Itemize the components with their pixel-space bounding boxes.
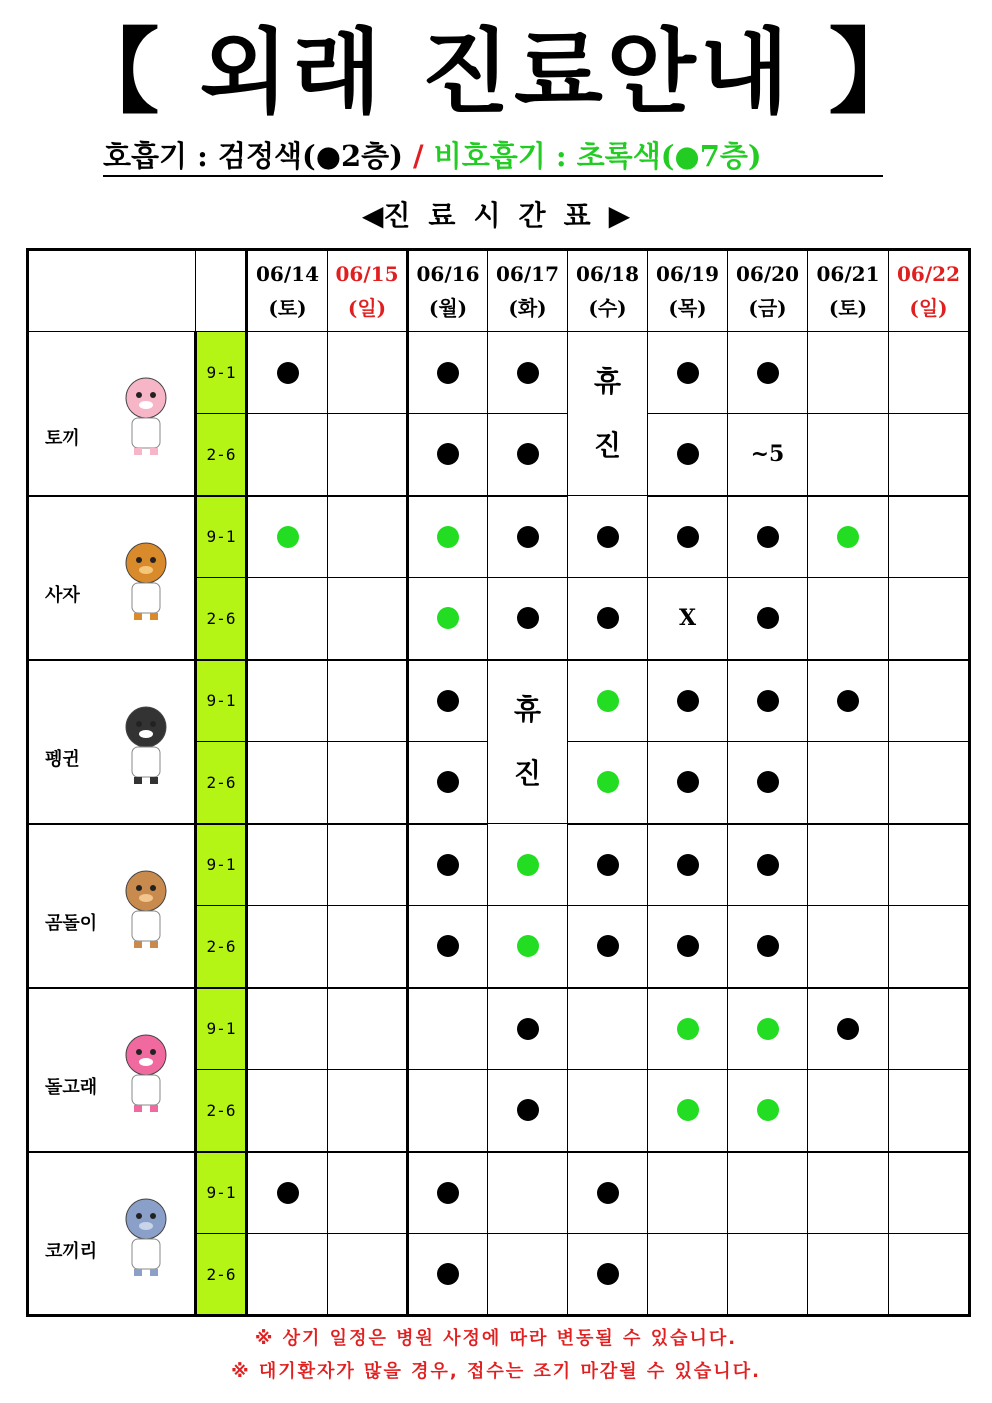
schedule-cell xyxy=(648,906,728,988)
black-dot-icon xyxy=(277,1182,299,1204)
doctor-name: 코끼리 xyxy=(45,1240,98,1262)
closed-label: 휴 xyxy=(593,364,622,398)
legend-separator: / xyxy=(402,139,434,173)
time-slot-morning: 9-1 xyxy=(196,660,247,742)
black-dot-icon xyxy=(757,771,779,793)
green-dot-icon xyxy=(597,690,619,712)
schedule-cell xyxy=(728,742,808,824)
schedule-cell xyxy=(247,742,328,824)
schedule-cell xyxy=(568,824,648,906)
doctor-name: 펭귄 xyxy=(45,748,80,770)
doctor-name: 돌고래 xyxy=(45,1076,98,1098)
closed-label: 진 xyxy=(593,428,622,462)
schedule-cell xyxy=(648,988,728,1070)
schedule-cell xyxy=(648,1070,728,1152)
date-header-06-14 xyxy=(247,250,328,332)
schedule-cell xyxy=(328,660,408,742)
date-label: 06/19 xyxy=(656,262,719,286)
black-dot-icon xyxy=(437,1182,459,1204)
black-dot-icon xyxy=(517,607,539,629)
time-slot-morning: 9-1 xyxy=(196,496,247,578)
black-dot-icon xyxy=(757,690,779,712)
schedule-cell xyxy=(568,742,648,824)
schedule-cell xyxy=(328,988,408,1070)
black-dot-icon xyxy=(437,362,459,384)
black-dot-icon xyxy=(757,854,779,876)
schedule-cell xyxy=(488,1070,568,1152)
schedule-cell xyxy=(408,332,488,414)
cell-note: ~5 xyxy=(750,441,785,468)
color-legend xyxy=(103,137,883,177)
schedule-cell xyxy=(728,1152,808,1234)
schedule-cell xyxy=(328,578,408,660)
schedule-cell xyxy=(889,824,970,906)
dolphin-doctor-icon xyxy=(116,1025,176,1115)
doctor-row-am xyxy=(28,496,970,578)
green-dot-icon xyxy=(677,1018,699,1040)
schedule-cell xyxy=(328,824,408,906)
schedule-cell xyxy=(488,824,568,906)
green-dot-icon xyxy=(437,607,459,629)
page-title: 【 외래 진료안내 】 xyxy=(67,19,925,126)
schedule-cell xyxy=(568,906,648,988)
time-slot-morning: 9-1 xyxy=(196,1152,247,1234)
date-header-06-22 xyxy=(889,250,970,332)
schedule-cell xyxy=(247,332,328,414)
penguin-doctor-icon xyxy=(116,697,176,787)
schedule-cell xyxy=(808,496,889,578)
legend-respiratory: 호흡기 : 검정색(●2층) xyxy=(103,139,403,173)
date-label: 06/22 xyxy=(897,262,960,286)
schedule-cell xyxy=(808,660,889,742)
black-dot-icon xyxy=(757,607,779,629)
schedule-cell xyxy=(648,1234,728,1316)
schedule-cell xyxy=(568,988,648,1070)
weekday-label: (월) xyxy=(428,296,468,320)
subtitle-text: 진료시간표 xyxy=(383,199,609,232)
schedule-cell xyxy=(408,988,488,1070)
black-dot-icon xyxy=(677,854,699,876)
schedule-cell xyxy=(728,906,808,988)
schedule-cell xyxy=(808,742,889,824)
schedule-cell xyxy=(408,578,488,660)
schedule-table xyxy=(26,248,971,1317)
schedule-cell xyxy=(328,742,408,824)
schedule-cell xyxy=(808,1234,889,1316)
time-slot-morning: 9-1 xyxy=(196,824,247,906)
black-dot-icon xyxy=(517,1099,539,1121)
time-slot-afternoon: 2-6 xyxy=(196,578,247,660)
green-dot-icon xyxy=(757,1018,779,1040)
doctor-cell xyxy=(28,332,196,496)
date-header-06-19 xyxy=(648,250,728,332)
green-dot-icon xyxy=(517,854,539,876)
black-dot-icon xyxy=(677,526,699,548)
schedule-cell xyxy=(648,414,728,496)
schedule-cell xyxy=(568,1070,648,1152)
date-header-06-21 xyxy=(808,250,889,332)
schedule-cell xyxy=(648,578,728,660)
schedule-cell xyxy=(328,1234,408,1316)
schedule-cell xyxy=(808,1152,889,1234)
schedule-cell xyxy=(328,1152,408,1234)
schedule-cell xyxy=(568,660,648,742)
schedule-cell xyxy=(247,906,328,988)
weekday-label: (수) xyxy=(588,296,627,320)
black-dot-icon xyxy=(677,362,699,384)
schedule-cell xyxy=(808,1070,889,1152)
time-slot-afternoon: 2-6 xyxy=(196,906,247,988)
schedule-cell xyxy=(408,742,488,824)
date-label: 06/14 xyxy=(256,262,319,286)
schedule-cell xyxy=(488,332,568,414)
doctor-name: 토끼 xyxy=(45,428,80,449)
schedule-cell xyxy=(247,824,328,906)
schedule-cell xyxy=(728,578,808,660)
date-label: 06/20 xyxy=(736,262,799,286)
doctor-row-am xyxy=(28,824,970,906)
schedule-cell xyxy=(328,906,408,988)
black-dot-icon xyxy=(517,443,539,465)
doctor-row-am xyxy=(28,660,970,742)
schedule-cell xyxy=(328,1070,408,1152)
closed-label: 휴 xyxy=(513,692,542,726)
schedule-cell xyxy=(648,824,728,906)
schedule-cell xyxy=(247,988,328,1070)
schedule-cell xyxy=(488,1152,568,1234)
schedule-cell xyxy=(648,742,728,824)
weekday-label: (금) xyxy=(748,296,787,320)
schedule-cell xyxy=(488,578,568,660)
header-blank-doctor xyxy=(28,250,196,332)
schedule-cell xyxy=(328,496,408,578)
black-dot-icon xyxy=(597,1263,619,1285)
schedule-cell xyxy=(247,1234,328,1316)
black-dot-icon xyxy=(757,362,779,384)
closed-cell xyxy=(488,660,568,824)
black-dot-icon xyxy=(677,690,699,712)
schedule-cell xyxy=(488,988,568,1070)
date-label: 06/21 xyxy=(816,262,880,286)
schedule-cell xyxy=(408,824,488,906)
schedule-cell xyxy=(889,332,970,414)
note-schedule-change: ※ 상기 일정은 병원 사정에 따라 변동될 수 있습니다. xyxy=(254,1328,738,1349)
black-dot-icon xyxy=(437,771,459,793)
bear-doctor-icon xyxy=(116,861,176,951)
black-dot-icon xyxy=(437,935,459,957)
schedule-cell xyxy=(808,988,889,1070)
green-dot-icon xyxy=(757,1099,779,1121)
schedule-cell xyxy=(648,660,728,742)
doctor-name: 곰돌이 xyxy=(45,912,98,934)
right-arrow-icon: ▶ xyxy=(608,199,631,232)
date-header-06-18 xyxy=(568,250,648,332)
black-dot-icon xyxy=(597,854,619,876)
weekday-label: (토) xyxy=(268,296,307,320)
schedule-cell xyxy=(648,1152,728,1234)
schedule-cell xyxy=(247,660,328,742)
schedule-cell xyxy=(889,1070,970,1152)
schedule-cell xyxy=(728,1070,808,1152)
schedule-cell xyxy=(648,332,728,414)
cell-note: X xyxy=(678,605,697,632)
schedule-cell xyxy=(488,496,568,578)
date-header-06-17 xyxy=(488,250,568,332)
date-header-06-16 xyxy=(408,250,488,332)
green-dot-icon xyxy=(277,526,299,548)
doctor-cell xyxy=(28,496,196,660)
date-header-row xyxy=(28,250,970,332)
lion-doctor-icon xyxy=(116,533,176,623)
schedule-cell xyxy=(408,414,488,496)
black-dot-icon xyxy=(517,1018,539,1040)
schedule-cell xyxy=(247,496,328,578)
doctor-row-am xyxy=(28,1152,970,1234)
weekday-label: (토) xyxy=(828,296,868,320)
schedule-cell xyxy=(889,414,970,496)
date-label: 06/15 xyxy=(335,262,399,286)
weekday-label: (목) xyxy=(668,296,707,320)
schedule-cell xyxy=(889,906,970,988)
green-dot-icon xyxy=(677,1099,699,1121)
schedule-cell xyxy=(728,496,808,578)
black-dot-icon xyxy=(757,526,779,548)
black-dot-icon xyxy=(437,1263,459,1285)
schedule-cell xyxy=(728,824,808,906)
schedule-cell xyxy=(408,1070,488,1152)
schedule-cell xyxy=(728,1234,808,1316)
schedule-cell xyxy=(408,1234,488,1316)
schedule-cell xyxy=(889,578,970,660)
weekday-label: (일) xyxy=(909,296,948,320)
schedule-cell xyxy=(568,1152,648,1234)
closed-label: 진 xyxy=(513,756,542,790)
date-header-06-15 xyxy=(328,250,408,332)
rabbit-doctor-icon xyxy=(116,368,176,458)
left-arrow-icon: ◀ xyxy=(361,199,384,232)
doctor-cell xyxy=(28,660,196,824)
schedule-cell xyxy=(568,496,648,578)
black-dot-icon xyxy=(677,935,699,957)
black-dot-icon xyxy=(677,771,699,793)
schedule-cell xyxy=(808,578,889,660)
green-dot-icon xyxy=(517,935,539,957)
note-early-close: ※ 대기환자가 많을 경우, 접수는 조기 마감될 수 있습니다. xyxy=(231,1361,761,1382)
time-slot-morning: 9-1 xyxy=(196,332,247,414)
schedule-cell xyxy=(808,824,889,906)
black-dot-icon xyxy=(597,526,619,548)
schedule-cell xyxy=(247,578,328,660)
date-header-06-20 xyxy=(728,250,808,332)
date-label: 06/17 xyxy=(496,262,559,286)
doctor-row-am xyxy=(28,988,970,1070)
doctor-cell xyxy=(28,988,196,1152)
schedule-cell xyxy=(408,660,488,742)
green-dot-icon xyxy=(837,526,859,548)
black-dot-icon xyxy=(597,1182,619,1204)
doctor-cell xyxy=(28,824,196,988)
schedule-cell xyxy=(488,906,568,988)
date-label: 06/16 xyxy=(416,262,480,286)
schedule-cell xyxy=(889,496,970,578)
schedule-cell xyxy=(889,988,970,1070)
schedule-cell xyxy=(728,660,808,742)
notes xyxy=(0,1322,992,1388)
schedule-cell xyxy=(728,988,808,1070)
black-dot-icon xyxy=(277,362,299,384)
black-dot-icon xyxy=(837,690,859,712)
black-dot-icon xyxy=(517,526,539,548)
doctor-name: 사자 xyxy=(45,584,80,606)
black-dot-icon xyxy=(437,690,459,712)
schedule-cell xyxy=(889,660,970,742)
black-dot-icon xyxy=(837,1018,859,1040)
weekday-label: (화) xyxy=(508,296,547,320)
schedule-cell xyxy=(408,1152,488,1234)
legend-non-respiratory: 비호흡기 : 초록색(●7층) xyxy=(433,139,762,173)
green-dot-icon xyxy=(437,526,459,548)
schedule-cell xyxy=(889,1234,970,1316)
time-slot-morning: 9-1 xyxy=(196,988,247,1070)
time-slot-afternoon: 2-6 xyxy=(196,1234,247,1316)
time-slot-afternoon: 2-6 xyxy=(196,742,247,824)
schedule-cell xyxy=(568,1234,648,1316)
schedule-cell xyxy=(488,1234,568,1316)
time-slot-afternoon: 2-6 xyxy=(196,1070,247,1152)
schedule-cell xyxy=(247,1070,328,1152)
schedule-cell xyxy=(408,496,488,578)
black-dot-icon xyxy=(597,607,619,629)
date-label: 06/18 xyxy=(576,262,639,286)
black-dot-icon xyxy=(437,854,459,876)
schedule-cell xyxy=(808,906,889,988)
schedule-cell xyxy=(728,332,808,414)
schedule-cell xyxy=(889,1152,970,1234)
black-dot-icon xyxy=(757,935,779,957)
schedule-cell xyxy=(648,496,728,578)
doctor-cell xyxy=(28,1152,196,1316)
black-dot-icon xyxy=(677,443,699,465)
schedule-subtitle xyxy=(0,196,992,236)
doctor-row-am xyxy=(28,332,970,414)
black-dot-icon xyxy=(597,935,619,957)
closed-cell xyxy=(568,332,648,496)
schedule-cell xyxy=(247,1152,328,1234)
schedule-cell xyxy=(889,742,970,824)
schedule-cell xyxy=(808,332,889,414)
weekday-label: (일) xyxy=(347,296,387,320)
schedule-cell xyxy=(328,332,408,414)
black-dot-icon xyxy=(437,443,459,465)
schedule-cell xyxy=(488,414,568,496)
schedule-cell xyxy=(328,414,408,496)
schedule-cell xyxy=(728,414,808,496)
black-dot-icon xyxy=(517,362,539,384)
schedule-cell xyxy=(808,414,889,496)
green-dot-icon xyxy=(597,771,619,793)
schedule-cell xyxy=(568,578,648,660)
time-slot-afternoon: 2-6 xyxy=(196,414,247,496)
header-blank-time xyxy=(196,250,247,332)
schedule-cell xyxy=(408,906,488,988)
elephant-doctor-icon xyxy=(116,1189,176,1279)
schedule-cell xyxy=(247,414,328,496)
